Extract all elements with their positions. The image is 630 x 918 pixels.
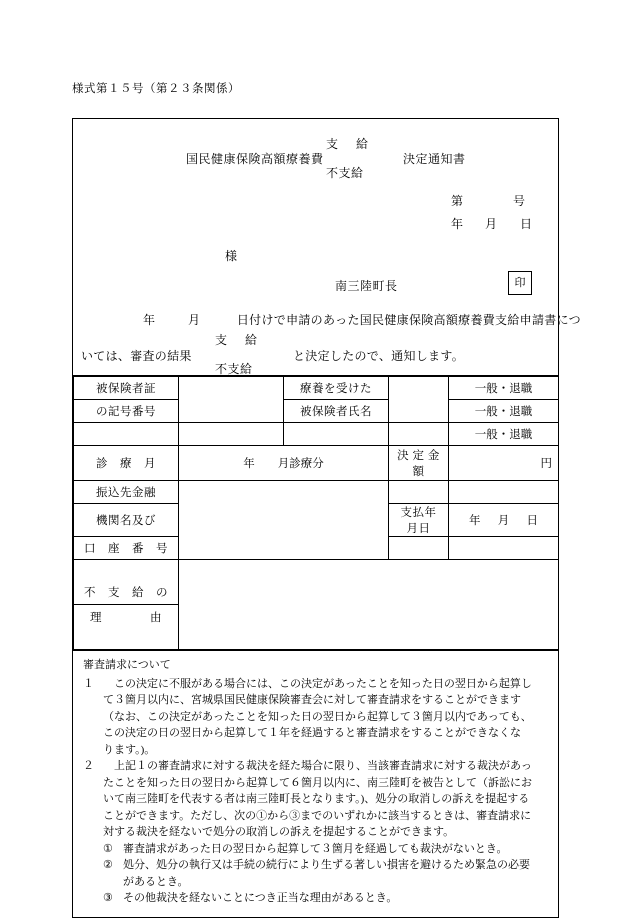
appeal-item-2-line-4: ことができます。ただし、次の①から③までのいずれかに該当するときは、審査請求に: [103, 809, 532, 822]
treatment-month-year: 年: [243, 458, 255, 470]
treated-person-value[interactable]: [389, 377, 449, 423]
body-option-nonpay: 不支給: [215, 362, 253, 376]
payment-date-month: 月: [497, 515, 510, 527]
table-row: [74, 423, 559, 446]
notice-title: 国民健康保険高額療養費: [186, 152, 324, 166]
body-month: 月: [187, 313, 201, 327]
appeal-item-1-line-4: この決定の日の翌日から起算して１年を経過すると審査請求をすることができなくな: [103, 727, 521, 739]
notice-header: [73, 119, 581, 376]
appeal-item-1-line-1: この決定に不服がある場合には、この決定があったことを知った日の翌日から起算し: [114, 677, 532, 690]
treatment-month-value[interactable]: [179, 446, 389, 481]
appeal-sub-item-3-text: その他裁決を経ないことにつき正当な理由があるとき。: [123, 892, 398, 904]
treatment-month-suffix: 月診療分: [277, 458, 324, 470]
appeal-item-1-line-2: て３箇月以内に、宮城県国民健康保険審査会に対して審査請求をすることができます: [103, 694, 521, 706]
treatment-month-label: 診 療 月: [74, 446, 179, 481]
nonpayment-reason-label-line1: 不 支 給 の: [74, 560, 179, 605]
spacer-cell-mid2: [284, 423, 389, 446]
appeal-item-2-line-5: 対する裁決を経ないで処分の取消しの訴えを提起することができます。: [103, 826, 455, 838]
seal-mark: 印: [508, 271, 532, 295]
appeal-item-2: [83, 758, 548, 841]
issue-date-month: 月: [485, 217, 498, 231]
treated-person-label-line1: 療養を受けた: [284, 377, 389, 400]
payment-date-label: 支払年月日: [389, 504, 449, 537]
table-row: [74, 481, 559, 504]
appeal-item-1: [83, 676, 548, 759]
payment-date-label-spacer2: [389, 537, 449, 560]
appeal-sub-item-1-number: ①: [103, 842, 113, 855]
decided-amount-unit: 円: [540, 458, 552, 470]
document-number-unit: 号: [513, 194, 526, 208]
notice-title-pay: 支 給: [326, 137, 372, 151]
bank-value[interactable]: [179, 481, 389, 560]
appeal-sub-item-2: [103, 857, 548, 890]
treated-person-label-line2: 被保険者氏名: [284, 400, 389, 423]
spacer-cell-mid: [179, 423, 284, 446]
insured-card-label-line1: 被保険者証: [74, 377, 179, 400]
appeal-sub-item-3-number: ③: [103, 892, 113, 904]
issue-date-day: 日: [520, 217, 533, 231]
category-option-1[interactable]: 一般・退職: [449, 377, 559, 400]
body-rest: 日付けで申請のあった国民健康保険高額療養費支給申請書につ: [236, 313, 581, 327]
decided-amount-label: 決 定 金 額: [389, 446, 449, 481]
appeal-sub-item-3: [103, 890, 548, 907]
payment-date-spacer-bottom: [449, 537, 559, 560]
payment-date-year: 年: [469, 515, 481, 527]
appeal-sub-item-2-number: ②: [103, 859, 113, 871]
appeal-item-2-line-2: たことを知った日の翌日から起算して６箇月以内に、南三陸町を被告として（訴訟にお: [103, 776, 532, 789]
body-line-2-end: と決定したので、通知します。: [293, 349, 465, 363]
appeal-sub-item-2-line-1: 処分、処分の執行又は手続の続行により生ずる著しい損害を避けるため緊急の必要: [123, 859, 530, 871]
notice-title-nonpay: 不支給: [326, 166, 364, 180]
issue-date-year: 年: [451, 217, 464, 231]
body-line-1: [143, 311, 581, 328]
appeal-item-1-line-3: （なお、この決定があったことを知った日の翌日から起算して３箇月以内であっても、: [103, 710, 532, 723]
notice-form: [72, 118, 581, 918]
payment-date-day: 日: [526, 515, 538, 527]
insured-card-label-line2: の記号番号: [74, 400, 179, 423]
decided-amount-value[interactable]: [449, 446, 559, 481]
document-number-label: 第: [451, 194, 464, 208]
spacer-cell-mid3: [389, 423, 449, 446]
payment-date-label-spacer: [389, 481, 449, 504]
bank-label-line3: 口 座 番 号: [74, 537, 179, 560]
spacer-cell-left: [74, 423, 179, 446]
body-line-2-start: いては、審査の結果: [81, 349, 192, 363]
payment-date-value[interactable]: [449, 504, 559, 537]
notice-title-suffix: 決定通知書: [403, 152, 466, 166]
payment-date-spacer-top: [449, 481, 559, 504]
table-row: [74, 446, 559, 481]
appeal-heading: 審査請求について: [83, 659, 171, 671]
table-row: [74, 400, 559, 423]
table-row: [74, 560, 559, 605]
appeal-item-1-line-5: ります。)。: [103, 743, 156, 756]
appeal-sub-item-1-text: 審査請求があった日の翌日から起算して３箇月を経過しても裁決がないとき。: [123, 842, 508, 855]
nonpayment-reason-value[interactable]: [179, 560, 559, 650]
category-option-3[interactable]: 一般・退職: [449, 423, 559, 446]
table-row: [74, 377, 559, 400]
issuer-name: 南三陸町長: [335, 279, 398, 293]
bank-label-line2: 機関名及び: [74, 504, 179, 537]
insured-card-value[interactable]: [179, 377, 284, 423]
bank-label-line1: 振込先金融: [74, 481, 179, 504]
body-option-pay: 支 給: [215, 333, 261, 347]
addressee-honorific: 様: [225, 249, 238, 263]
appeal-note: [73, 650, 558, 917]
appeal-item-2-line-3: いて南三陸町を代表する者は南三陸町長となります。)、処分の取消しの訴えを提起する: [103, 793, 530, 805]
appeal-item-1-number: １: [83, 677, 94, 690]
form-number: 様式第１５号（第２３条関係）: [72, 83, 240, 95]
appeal-item-2-number: ２: [83, 760, 94, 772]
nonpayment-reason-label-line2: 理 由: [74, 605, 179, 650]
notice-table: [73, 376, 559, 650]
appeal-item-2-line-1: 上記１の審査請求に対する裁決を経た場合に限り、当該審査請求に対する裁決があっ: [114, 760, 532, 772]
appeal-sub-item-2-line-2: があるとき。: [123, 875, 189, 888]
body-year: 年: [143, 313, 156, 327]
category-option-2[interactable]: 一般・退職: [449, 400, 559, 423]
appeal-sub-item-1: [103, 841, 548, 858]
